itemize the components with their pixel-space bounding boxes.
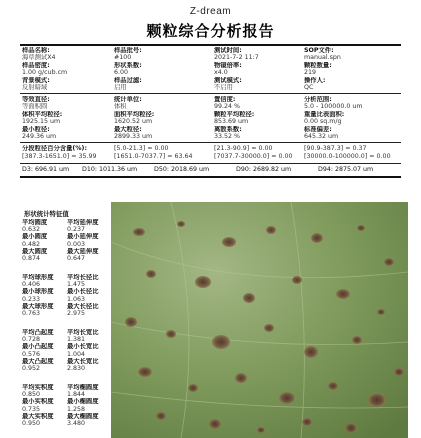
distribution-row xyxy=(22,145,402,152)
stat-label: 统计单位: xyxy=(114,96,142,103)
shape-value: 0.632 xyxy=(22,226,41,234)
shape-stats-title: 形状统计特征值 xyxy=(24,210,69,218)
leaf-photo-graphic xyxy=(111,202,408,438)
lesion-spot xyxy=(304,346,318,358)
shape-value: 0.952 xyxy=(22,365,41,373)
info-value: 不启用 xyxy=(214,84,233,92)
distribution-bin: [30000.0-100000.0] = 0.00 xyxy=(304,153,391,160)
info-label: 背景模式: xyxy=(22,76,50,84)
stat-label: 面积平均粒径: xyxy=(114,110,155,118)
info-label: 测试模式: xyxy=(214,76,242,84)
distribution-bin: [1651.0-7037.7] = 63.64 xyxy=(114,153,193,160)
percentile-d10: D10: 1011.36 um xyxy=(82,166,138,173)
lesion-spot xyxy=(368,393,386,407)
percentile-d94: D94: 2875.07 um xyxy=(318,166,374,173)
shape-label: 平均实积度 xyxy=(22,384,54,391)
lesion-spot xyxy=(311,233,323,243)
info-value: #100 xyxy=(114,54,132,62)
info-label: 样品密度: xyxy=(22,61,50,69)
shape-value: 2.830 xyxy=(67,365,86,373)
stat-label: 离散系数: xyxy=(214,125,242,133)
info-value: manual.spn xyxy=(304,54,341,62)
stat-value: 1620.52 um xyxy=(114,118,153,126)
shape-group xyxy=(22,384,115,427)
stat-value: 853.69 um xyxy=(214,118,249,126)
shape-value: 1.258 xyxy=(67,405,86,413)
info-value: 6.00 xyxy=(114,69,129,77)
lesion-spot xyxy=(243,293,255,303)
shape-label: 最小长径比 xyxy=(67,288,99,296)
section-divider xyxy=(20,163,401,164)
stat-label: 最小粒径: xyxy=(22,125,50,133)
shape-value: 0.850 xyxy=(22,391,41,399)
lesion-spot xyxy=(292,276,302,284)
shape-value: 1.381 xyxy=(67,336,86,344)
shape-label: 平均延伸度 xyxy=(67,219,99,226)
lesion-spot xyxy=(345,423,357,433)
shape-value: 0.482 xyxy=(22,240,41,248)
lesion-spot xyxy=(133,228,145,236)
shape-value: 1.004 xyxy=(67,350,86,358)
distribution-bin: [5.0-21.3] = 0.00 xyxy=(114,145,169,152)
info-block xyxy=(22,47,402,91)
shape-value: 1.475 xyxy=(67,281,86,289)
stats-block xyxy=(22,96,402,140)
lesion-spot xyxy=(279,392,295,404)
shape-value: 1.063 xyxy=(67,295,86,303)
info-value: 启用 xyxy=(114,84,127,92)
shape-label: 最大椭圆度 xyxy=(67,412,99,420)
lesion-spot xyxy=(302,418,312,426)
lesion-spot xyxy=(328,382,338,390)
stat-label: 体积平均粒径: xyxy=(22,110,63,118)
shape-label: 最大长径比 xyxy=(67,302,99,310)
shape-group xyxy=(22,274,115,317)
info-value: 219 xyxy=(304,69,317,77)
shape-label: 最大圆度 xyxy=(22,247,48,255)
shape-value: 1.844 xyxy=(67,391,86,399)
info-value: 海草测试X4 xyxy=(22,54,56,62)
info-value: 反射暗域 xyxy=(22,84,48,92)
stat-value: 99.24 % xyxy=(214,103,241,111)
shape-label: 最小凸起度 xyxy=(22,343,54,351)
lesion-spot xyxy=(336,289,350,299)
info-value: 2021-7-2 11:7 xyxy=(214,54,259,62)
shape-label: 最小实积度 xyxy=(22,398,54,406)
shape-value: 0.576 xyxy=(22,350,41,358)
brand-name: Z-dream xyxy=(189,6,232,17)
info-value: 1.00 g/cub.cm xyxy=(22,69,68,77)
shape-label: 最大实积度 xyxy=(22,412,54,420)
lesion-spot xyxy=(384,258,394,266)
distribution-row xyxy=(22,153,402,160)
lesion-spot xyxy=(264,324,274,332)
info-value: QC xyxy=(304,84,314,92)
report-title: 颗粒综合分析报告 xyxy=(146,22,275,40)
info-label: 样品过滤: xyxy=(114,76,142,84)
section-divider xyxy=(20,142,401,143)
lesion-spot xyxy=(212,335,230,349)
stat-value: 645.32 um xyxy=(304,133,339,141)
shape-label: 最小球形度 xyxy=(22,288,54,296)
lesion-spot xyxy=(146,270,156,278)
stat-value: 体积 xyxy=(114,103,127,111)
lesion-spot xyxy=(188,384,198,392)
section-divider xyxy=(20,176,401,178)
title-divider xyxy=(20,44,401,46)
lesion-spot xyxy=(156,412,166,420)
shape-label: 最小椭圆度 xyxy=(67,398,99,406)
lesion-spot xyxy=(377,309,385,315)
shape-label: 平均球形度 xyxy=(22,274,54,281)
shape-label: 最小延伸度 xyxy=(67,233,99,241)
stat-label: 最大粒径: xyxy=(114,125,142,133)
shape-value: 0.647 xyxy=(67,255,86,263)
stat-label: 等效直径: xyxy=(22,96,50,103)
shape-label: 平均圆度 xyxy=(22,219,48,226)
stat-value: 249.36 um xyxy=(22,133,57,141)
shape-value: 0.233 xyxy=(22,295,41,303)
shape-label: 最大延伸度 xyxy=(67,247,99,255)
shape-label: 最小圆度 xyxy=(22,233,48,241)
leaf-sample-image xyxy=(111,202,408,438)
lesion-spot xyxy=(209,419,221,429)
percentile-d3: D3: 696.91 um xyxy=(22,166,70,173)
stat-value: 0.00 sq.m/g xyxy=(304,118,342,126)
lesion-spot xyxy=(195,276,211,288)
info-label: 物镜倍率: xyxy=(214,61,242,69)
shape-label: 平均椭圆度 xyxy=(67,384,99,391)
info-value: x4.0 xyxy=(214,69,228,77)
shape-value: 0.735 xyxy=(22,405,41,413)
lesion-spot xyxy=(357,225,365,231)
lesion-spot xyxy=(125,317,137,327)
info-label: 颗粒数量: xyxy=(304,61,332,69)
shape-label: 最大凸起度 xyxy=(22,357,54,365)
shape-label: 最小长宽比 xyxy=(67,343,99,351)
shape-label: 平均长宽比 xyxy=(67,329,99,336)
stat-value: 1925.15 um xyxy=(22,118,61,126)
info-label: 测试时间: xyxy=(214,47,242,54)
info-label: SOP文件: xyxy=(304,47,334,54)
lesion-spot xyxy=(352,336,362,344)
lesion-spot xyxy=(235,373,247,383)
shape-label: 最大长宽比 xyxy=(67,357,99,365)
percentile-d50: D50: 2018.69 um xyxy=(154,166,210,173)
lesion-spot xyxy=(138,367,152,377)
stat-label: 置信度: xyxy=(214,96,236,103)
shape-group xyxy=(22,329,115,372)
shape-label: 平均长径比 xyxy=(67,274,99,281)
shape-value: 0.003 xyxy=(67,240,86,248)
stat-label: 标准偏差: xyxy=(304,125,332,133)
lesion-spot xyxy=(394,368,404,376)
lesion-spot xyxy=(222,237,236,247)
distribution-bin: [90.9-387.3] = 0.37 xyxy=(304,145,367,152)
shape-label: 最大球形度 xyxy=(22,302,54,310)
stat-value: 33.52 % xyxy=(214,133,241,141)
lesion-spot xyxy=(177,221,185,227)
shape-group xyxy=(22,219,115,262)
shape-value: 0.237 xyxy=(67,226,86,234)
stat-label: 分析范围: xyxy=(304,96,332,103)
info-label: 形状系数: xyxy=(114,61,142,69)
shape-value: 0.728 xyxy=(22,336,41,344)
stat-label: 重量比表面积: xyxy=(304,110,345,118)
stat-label: 颗粒平均粒径: xyxy=(214,110,255,118)
lesion-spot xyxy=(166,330,176,338)
percentile-line xyxy=(22,166,402,174)
stat-value: 2899.33 um xyxy=(114,133,153,141)
shape-value: 0.950 xyxy=(22,420,41,428)
section-divider xyxy=(20,93,401,94)
lesion-spot xyxy=(266,226,276,234)
shape-value: 0.406 xyxy=(22,281,41,289)
info-label: 样品名称: xyxy=(22,47,50,54)
shape-value: 0.763 xyxy=(22,310,41,318)
shape-value: 3.480 xyxy=(67,420,86,428)
shape-label: 平均凸起度 xyxy=(22,329,54,336)
info-label: 操作人: xyxy=(304,76,326,84)
shape-value: 0.874 xyxy=(22,255,41,263)
info-label: 样品批号: xyxy=(114,47,142,54)
distribution-bin: [21.3-90.9] = 0.00 xyxy=(214,145,273,152)
stat-value: 5.0 - 100000.0 um xyxy=(304,103,363,111)
percentile-d90: D90: 2689.82 um xyxy=(236,166,292,173)
distribution-heading: 分段粒径百分含量(%): xyxy=(22,145,87,152)
stat-value: 等面积圆 xyxy=(22,103,48,111)
lesion-spot xyxy=(257,427,265,433)
distribution-bin: [387.3-1651.0] = 35.99 xyxy=(22,153,97,160)
shape-value: 2.975 xyxy=(67,310,86,318)
distribution-bin: [7037.7-30000.0] = 0.00 xyxy=(214,153,293,160)
